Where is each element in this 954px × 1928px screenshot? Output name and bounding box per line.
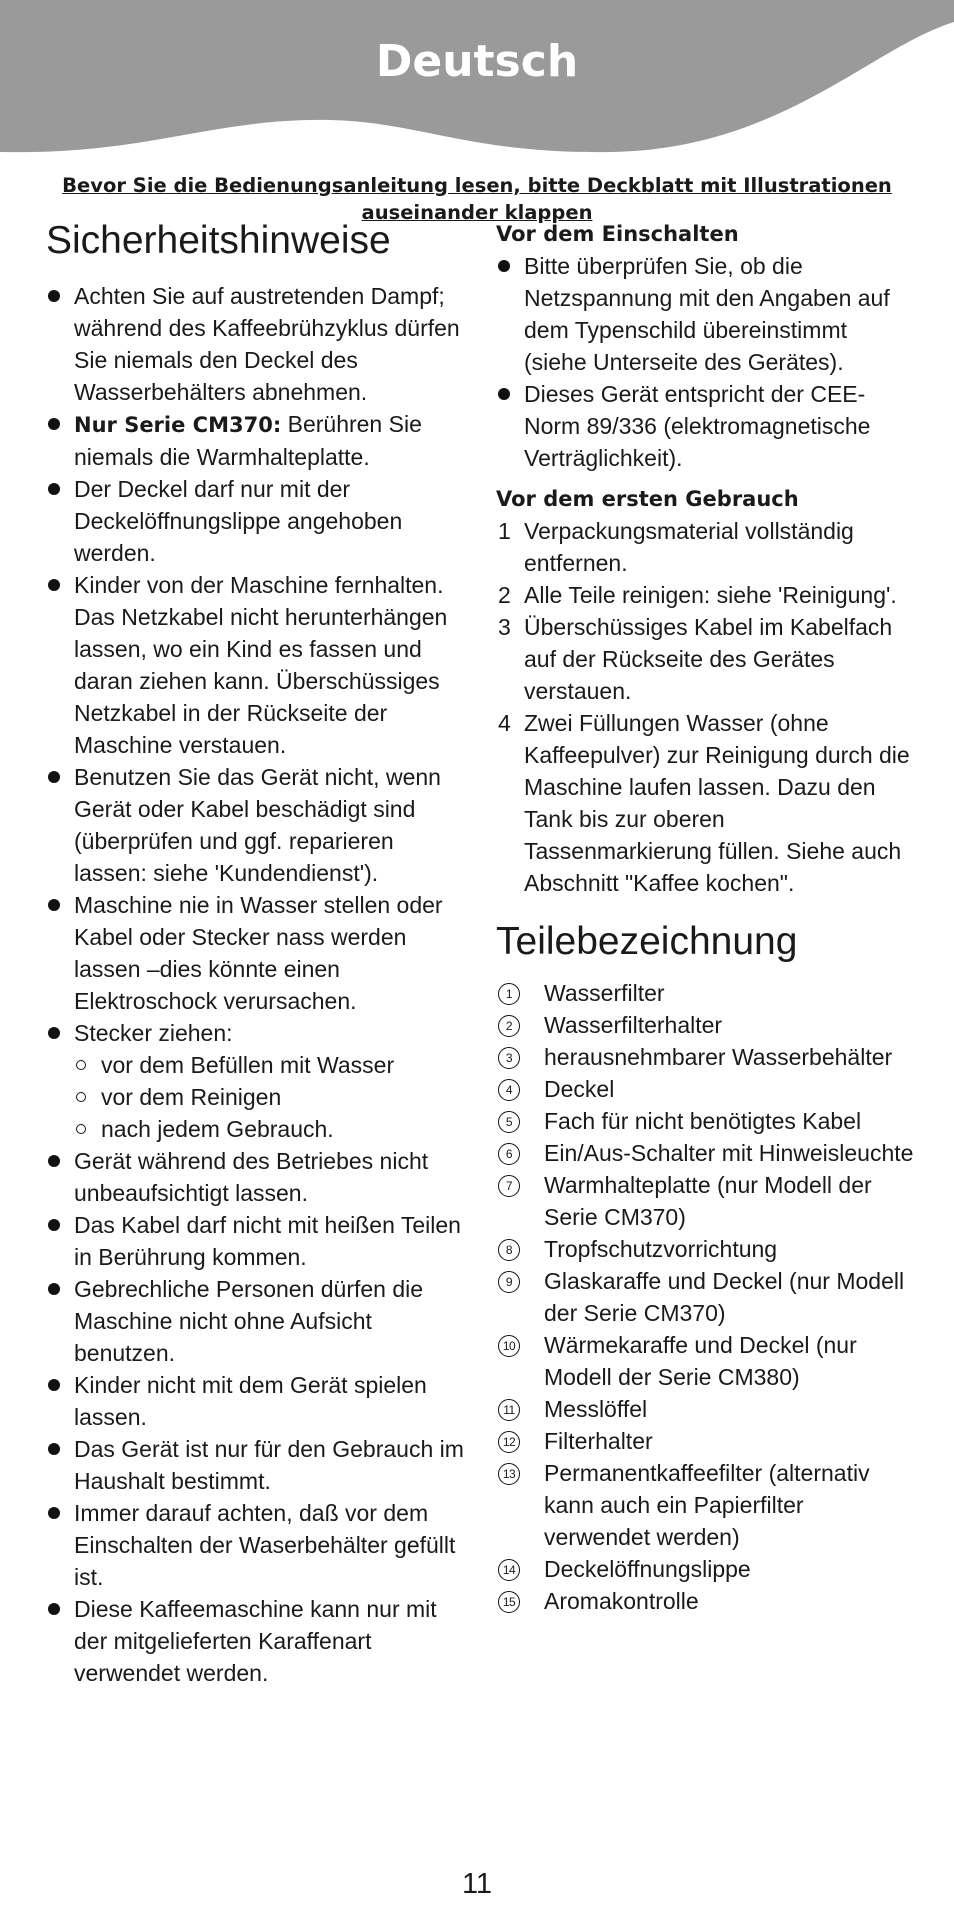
- bullet-icon: [498, 260, 510, 272]
- step-number: 4: [498, 710, 511, 736]
- circled-number: 14: [498, 1559, 520, 1581]
- parts-list: [496, 977, 916, 1617]
- list-item: 5 Fach für nicht benötigtes Kabel: [496, 1105, 916, 1137]
- list-item: 14 Deckelöffnungslippe: [496, 1553, 916, 1585]
- before-first-use-steps: [496, 515, 916, 899]
- list-item: 12 Filterhalter: [496, 1425, 916, 1457]
- list-item: 3 herausnehmbarer Wasserbehälter: [496, 1041, 916, 1073]
- left-column: [46, 216, 466, 1689]
- hollow-bullet-icon: [76, 1092, 86, 1102]
- circled-number: 11: [498, 1399, 520, 1421]
- list-item: Diese Kaffeemaschine kann nur mit der mitgelieferten Karaffenart verwendet werden.: [46, 1593, 466, 1689]
- bullet-icon: [48, 1219, 60, 1231]
- circled-number: 9: [498, 1271, 520, 1293]
- bullet-icon: [48, 1603, 60, 1615]
- list-item: 13 Permanentkaffeefilter (alternativ kann auch ein Papierfilter verwendet werden): [496, 1457, 916, 1553]
- list-item: 2 Wasserfilterhalter: [496, 1009, 916, 1041]
- circled-number: 12: [498, 1431, 520, 1453]
- circled-number: 4: [498, 1079, 520, 1101]
- sub-list-item: vor dem Reinigen: [74, 1081, 466, 1113]
- circled-number: 2: [498, 1015, 520, 1037]
- list-item: 6 Ein/Aus-Schalter mit Hinweisleuchte: [496, 1137, 916, 1169]
- hollow-bullet-icon: [76, 1124, 86, 1134]
- bullet-icon: [48, 1283, 60, 1295]
- list-item: Benutzen Sie das Gerät nicht, wenn Gerät oder Kabel beschädigt sind (überprüfen und ggf. reparieren lassen: siehe 'Kundendienst').: [46, 761, 466, 889]
- step-item: 2 Alle Teile reinigen: siehe 'Reinigung'.: [496, 579, 916, 611]
- parts-title: Teilebezeichnung: [496, 920, 798, 963]
- list-item: Stecker ziehen: vor dem Befüllen mit Wasser vor dem Reinigen nach jedem Gebrauch.: [46, 1017, 466, 1145]
- list-item: 1 Wasserfilter: [496, 977, 916, 1009]
- fold-out-notice: Bevor Sie die Bedienungsanleitung lesen, bitte Deckblatt mit Illustrationen auseinander klappen: [62, 174, 892, 224]
- circled-number: 10: [498, 1335, 520, 1357]
- sub-list-item: vor dem Befüllen mit Wasser: [74, 1049, 466, 1081]
- bullet-icon: [48, 771, 60, 783]
- series-label: Nur Serie CM370:: [74, 413, 282, 437]
- list-item: 9 Glaskaraffe und Deckel (nur Modell der Serie CM370): [496, 1265, 916, 1329]
- bullet-icon: [48, 1507, 60, 1519]
- step-number: 1: [498, 518, 511, 544]
- circled-number: 15: [498, 1591, 520, 1613]
- list-item: Der Deckel darf nur mit der Deckelöffnungslippe angehoben werden.: [46, 473, 466, 569]
- list-item: 4 Deckel: [496, 1073, 916, 1105]
- circled-number: 6: [498, 1143, 520, 1165]
- list-item: 8 Tropfschutzvorrichtung: [496, 1233, 916, 1265]
- hollow-bullet-icon: [76, 1060, 86, 1070]
- bullet-icon: [48, 483, 60, 495]
- before-switch-on-list: [496, 250, 916, 474]
- bullet-icon: [48, 1027, 60, 1039]
- circled-number: 5: [498, 1111, 520, 1133]
- bullet-icon: [48, 1443, 60, 1455]
- list-item: Dieses Gerät entspricht der CEE-Norm 89/336 (elektromagnetische Verträglichkeit).: [496, 378, 916, 474]
- bullet-icon: [48, 1155, 60, 1167]
- circled-number: 8: [498, 1239, 520, 1261]
- list-item: Das Gerät ist nur für den Gebrauch im Haushalt bestimmt.: [46, 1433, 466, 1497]
- list-item: Achten Sie auf austretenden Dampf; während des Kaffeebrühzyklus dürfen Sie niemals den Deckel des Wasserbehälters abnehmen.: [46, 280, 466, 408]
- list-item: Bitte überprüfen Sie, ob die Netzspannung mit den Angaben auf dem Typenschild übereinstimmt (siehe Unterseite des Gerätes).: [496, 250, 916, 378]
- step-number: 3: [498, 614, 511, 640]
- list-item: Gebrechliche Personen dürfen die Maschine nicht ohne Aufsicht benutzen.: [46, 1273, 466, 1369]
- language-title: Deutsch: [375, 36, 579, 87]
- step-item: 3 Überschüssiges Kabel im Kabelfach auf der Rückseite des Gerätes verstauen.: [496, 611, 916, 707]
- unplug-sublist: [74, 1049, 466, 1145]
- bullet-icon: [498, 388, 510, 400]
- before-first-use-heading: Vor dem ersten Gebrauch: [496, 487, 799, 511]
- bullet-icon: [48, 899, 60, 911]
- list-item: Gerät während des Betriebes nicht unbeaufsichtigt lassen.: [46, 1145, 466, 1209]
- circled-number: 7: [498, 1175, 520, 1197]
- list-item: 7 Warmhalteplatte (nur Modell der Serie CM370): [496, 1169, 916, 1233]
- bullet-icon: [48, 1379, 60, 1391]
- list-item: Kinder nicht mit dem Gerät spielen lassen.: [46, 1369, 466, 1433]
- circled-number: 1: [498, 983, 520, 1005]
- circled-number: 3: [498, 1047, 520, 1069]
- bullet-icon: [48, 579, 60, 591]
- safety-list: [46, 280, 466, 1689]
- list-item: 10 Wärmekaraffe und Deckel (nur Modell der Serie CM380): [496, 1329, 916, 1393]
- sub-list-item: nach jedem Gebrauch.: [74, 1113, 466, 1145]
- list-item: 15 Aromakontrolle: [496, 1585, 916, 1617]
- step-number: 2: [498, 582, 511, 608]
- list-item: Das Kabel darf nicht mit heißen Teilen in Berührung kommen.: [46, 1209, 466, 1273]
- step-item: 1 Verpackungsmaterial vollständig entfernen.: [496, 515, 916, 579]
- page-number: 11: [461, 1868, 493, 1900]
- list-item: 11 Messlöffel: [496, 1393, 916, 1425]
- safety-title: Sicherheitshinweise: [46, 219, 391, 262]
- list-item: Nur Serie CM370: Berühren Sie niemals die Warmhalteplatte.: [46, 408, 466, 473]
- before-switch-on-heading: Vor dem Einschalten: [496, 222, 739, 246]
- circled-number: 13: [498, 1463, 520, 1485]
- step-item: 4 Zwei Füllungen Wasser (ohne Kaffeepulver) zur Reinigung durch die Maschine laufen lassen. Dazu den Tank bis zur oberen Tassenmarkierung füllen. Siehe auch Abschnitt "Kaffee kochen".: [496, 707, 916, 899]
- list-item: Immer darauf achten, daß vor dem Einschalten der Waserbehälter gefüllt ist.: [46, 1497, 466, 1593]
- right-column: [496, 218, 916, 1617]
- list-item: Maschine nie in Wasser stellen oder Kabel oder Stecker nass werden lassen –dies könnte einen Elektroschock verursachen.: [46, 889, 466, 1017]
- bullet-icon: [48, 290, 60, 302]
- bullet-icon: [48, 418, 60, 430]
- list-item: Kinder von der Maschine fernhalten. Das Netzkabel nicht herunterhängen lassen, wo ein Kind es fassen und daran ziehen kann. Überschüssiges Netzkabel in der Rückseite der Maschine verstauen.: [46, 569, 466, 761]
